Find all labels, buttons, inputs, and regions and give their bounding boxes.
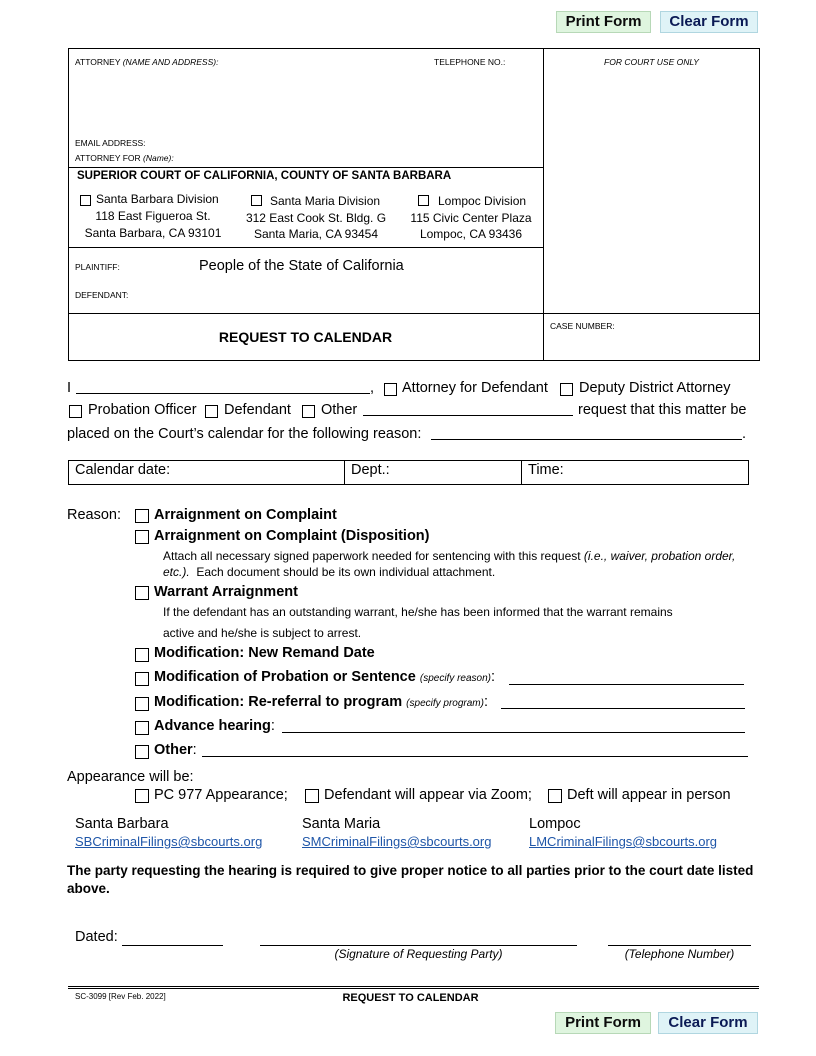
dated-label: Dated: <box>75 929 118 945</box>
division-street: 312 East Cook St. Bldg. G <box>245 211 387 225</box>
period: . <box>742 426 747 442</box>
warrant-note-line-2: active and he/she is subject to arrest. <box>163 626 362 640</box>
other-requester-label: Other <box>321 402 358 418</box>
remand-checkbox[interactable] <box>135 648 149 662</box>
contact-city: Santa Maria <box>302 816 381 832</box>
attorney-for-defendant-checkbox[interactable] <box>384 383 397 396</box>
clear-form-button-bottom[interactable]: Clear Form <box>658 1012 758 1034</box>
contact-email-link[interactable]: SMCriminalFilings@sbcourts.org <box>302 834 492 849</box>
division-city: Lompoc, CA 93436 <box>419 227 523 241</box>
calendar-divider <box>344 460 345 485</box>
form-title: REQUEST TO CALENDAR <box>218 329 393 345</box>
signature-caption: (Signature of Requesting Party) <box>334 947 503 961</box>
contact-email-link[interactable]: LMCriminalFilings@sbcourts.org <box>529 834 718 849</box>
contact-city: Lompoc <box>529 816 581 832</box>
time-label: Time: <box>528 462 564 478</box>
print-form-button[interactable]: Print Form <box>556 11 651 33</box>
arraignment-label: Arraignment on Complaint <box>154 507 337 523</box>
division-name: Santa Maria Division <box>270 194 381 208</box>
telephone-line[interactable] <box>608 945 751 946</box>
zoom-label: Defendant will appear via Zoom; <box>324 787 532 803</box>
other-reason-label: Other: <box>154 742 197 758</box>
probation-officer-checkbox[interactable] <box>69 405 82 418</box>
rereferral-label: Modification: Re-referral to program (specify program): <box>154 694 489 710</box>
print-form-button-bottom[interactable]: Print Form <box>555 1012 651 1034</box>
contact-email-link[interactable]: SBCriminalFilings@sbcourts.org <box>75 834 263 849</box>
probation-reason-line[interactable] <box>509 684 744 685</box>
comma: , <box>370 380 375 396</box>
advance-hearing-line[interactable] <box>282 732 745 733</box>
other-reason-line[interactable] <box>202 756 748 757</box>
deputy-da-checkbox[interactable] <box>560 383 573 396</box>
caption-line <box>68 167 544 168</box>
probation-officer-label: Probation Officer <box>88 402 197 418</box>
in-person-label: Deft will appear in person <box>567 787 731 803</box>
calendar-divider <box>521 460 522 485</box>
santa-maria-division-checkbox[interactable] <box>251 195 262 206</box>
arraignment-checkbox[interactable] <box>135 509 149 523</box>
plaintiff-label: PLAINTIFF: <box>75 262 120 272</box>
plaintiff-value[interactable]: People of the State of California <box>199 258 404 274</box>
dept-label: Dept.: <box>351 462 390 478</box>
court-title: SUPERIOR COURT OF CALIFORNIA, COUNTY OF SANTA BARBARA <box>77 170 452 182</box>
santa-barbara-division-checkbox[interactable] <box>80 195 91 206</box>
footer-rule <box>68 988 759 989</box>
lompoc-division-checkbox[interactable] <box>418 195 429 206</box>
rereferral-checkbox[interactable] <box>135 697 149 711</box>
arraignment-disposition-label: Arraignment on Complaint (Disposition) <box>154 528 430 544</box>
disposition-note: Attach all necessary signed paperwork needed for sentencing with this request (i.e., waiver, probation order, etc.). Each document should be its own individual attachment. <box>163 549 736 579</box>
warrant-label: Warrant Arraignment <box>154 584 298 600</box>
case-number-label: CASE NUMBER: <box>550 321 615 331</box>
signature-line[interactable] <box>260 945 577 946</box>
caption-divider <box>543 48 544 361</box>
request-text: request that this matter be <box>578 402 747 418</box>
form-id: SC-3099 [Rev Feb. 2022] <box>75 992 166 1001</box>
footer-title: REQUEST TO CALENDAR <box>342 992 479 1004</box>
reason-label: Reason: <box>67 507 122 523</box>
advance-hearing-checkbox[interactable] <box>135 721 149 735</box>
telephone-label: TELEPHONE NO.: <box>434 57 506 67</box>
in-person-checkbox[interactable] <box>548 789 562 803</box>
division-street: 118 East Figueroa St. <box>95 209 211 223</box>
division-city: Santa Maria, CA 93454 <box>253 227 379 241</box>
attorney-label: ATTORNEY (NAME AND ADDRESS): <box>75 57 219 67</box>
defendant-checkbox[interactable] <box>205 405 218 418</box>
arraignment-disposition-checkbox[interactable] <box>135 530 149 544</box>
placed-text: placed on the Court’s calendar for the following reason: <box>67 426 422 442</box>
notice-text: The party requesting the hearing is required to give proper notice to all parties prior to the court date listed above. <box>67 863 754 896</box>
deputy-da-label: Deputy District Attorney <box>579 380 731 396</box>
division-name: Lompoc Division <box>438 194 527 208</box>
advance-hearing-label: Advance hearing: <box>154 718 275 734</box>
calendar-date-label: Calendar date: <box>75 462 171 478</box>
zoom-checkbox[interactable] <box>305 789 319 803</box>
warrant-checkbox[interactable] <box>135 586 149 600</box>
pc977-checkbox[interactable] <box>135 789 149 803</box>
defendant-label: Defendant <box>224 402 291 418</box>
other-reason-checkbox[interactable] <box>135 745 149 759</box>
i-label: I <box>67 380 72 396</box>
probation-modification-label: Modification of Probation or Sentence (specify reason): <box>154 669 496 685</box>
other-requester-line[interactable] <box>363 415 573 416</box>
court-use-label: FOR COURT USE ONLY <box>604 57 699 67</box>
attorney-for-label: ATTORNEY FOR (Name): <box>75 153 174 163</box>
division-street: 115 Civic Center Plaza <box>410 211 532 225</box>
pc977-label: PC 977 Appearance; <box>154 787 288 803</box>
attorney-for-defendant-label: Attorney for Defendant <box>402 380 548 396</box>
calendar-table <box>68 460 749 485</box>
contact-city: Santa Barbara <box>75 816 169 832</box>
division-city: Santa Barbara, CA 93101 <box>84 226 222 240</box>
requester-name-line[interactable] <box>76 393 370 394</box>
email-label: EMAIL ADDRESS: <box>75 138 146 148</box>
remand-label: Modification: New Remand Date <box>154 645 375 661</box>
probation-modification-checkbox[interactable] <box>135 672 149 686</box>
defendant-label: DEFENDANT: <box>75 290 129 300</box>
telephone-caption: (Telephone Number) <box>624 947 735 961</box>
caption-line <box>68 313 760 314</box>
division-name: Santa Barbara Division <box>96 192 219 206</box>
footer-rule <box>68 986 759 987</box>
appearance-label: Appearance will be: <box>67 769 194 785</box>
attorney-name-address-field[interactable] <box>72 70 538 136</box>
warrant-note-line-1: If the defendant has an outstanding warrant, he/she has been informed that the warrant remains <box>163 605 673 619</box>
clear-form-button[interactable]: Clear Form <box>660 11 758 33</box>
reason-line[interactable] <box>431 439 742 440</box>
other-requester-checkbox[interactable] <box>302 405 315 418</box>
rereferral-program-line[interactable] <box>501 708 745 709</box>
caption-line <box>68 247 544 248</box>
dated-line[interactable] <box>122 945 223 946</box>
